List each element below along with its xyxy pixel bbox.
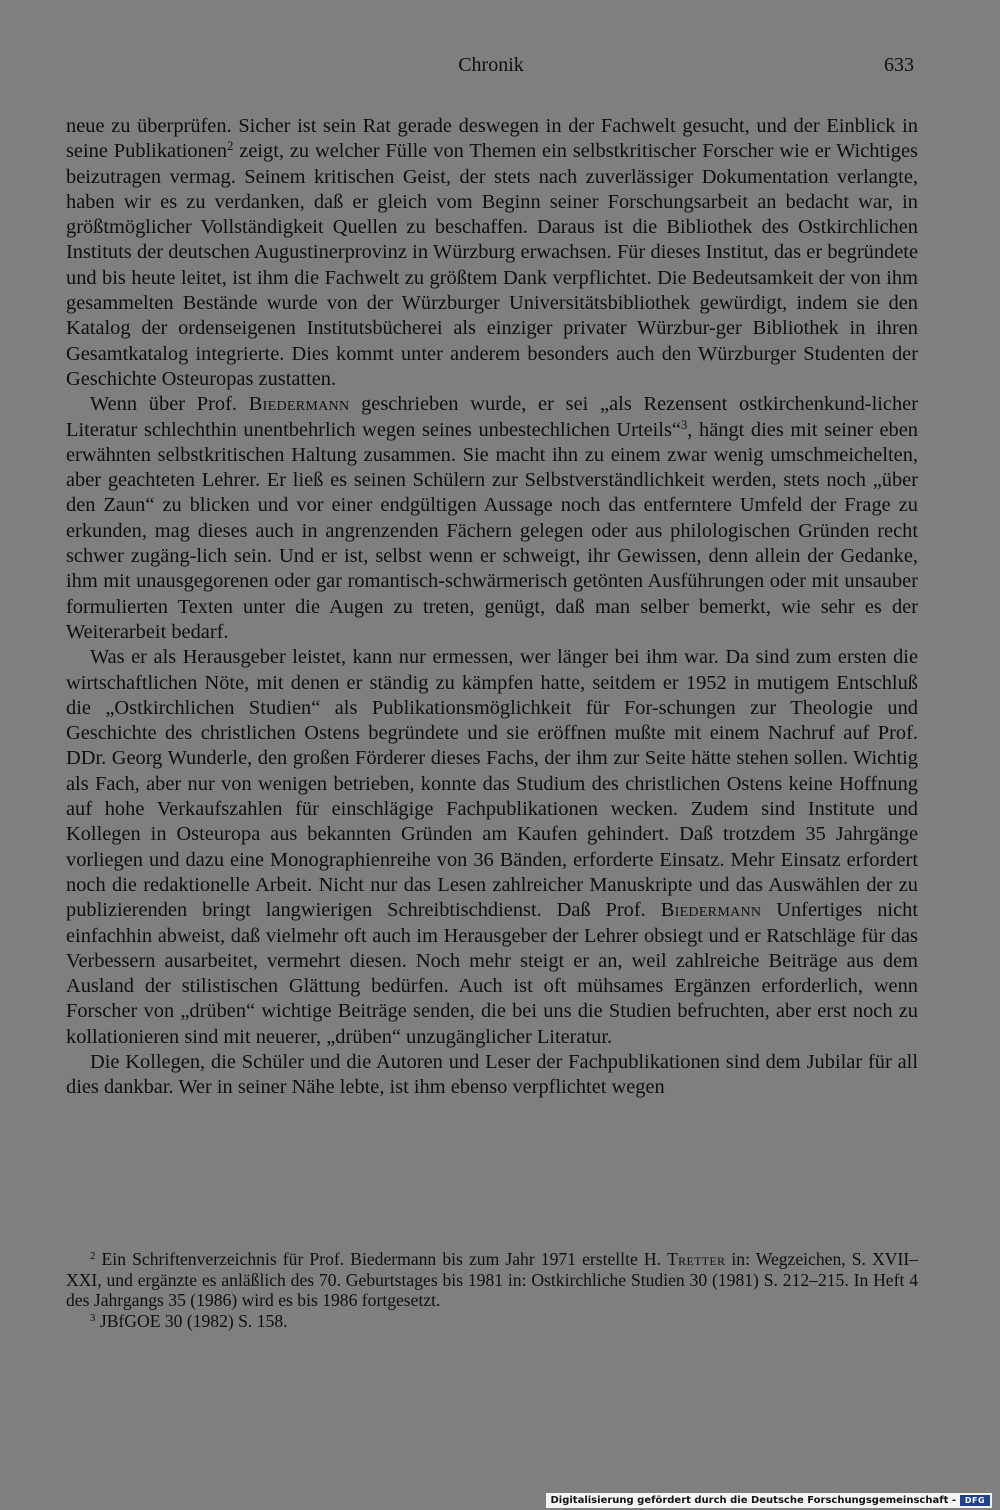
footnote-text: in: Wegzeichen, S. XVII–XXI, und ergänzte es anläßlich des 70. Geburtstages bis 1981 in: Ostkirchliche Studien 30 (1981) S. 212–215. In Heft 4 des Jahrgangs 35 (1986) wird es bis 1986 fortgesetzt. <box>66 1249 918 1310</box>
dfg-footer-banner <box>546 1493 992 1508</box>
running-title: Chronik <box>458 54 524 76</box>
text-run: geschrieben wurde, er sei „als Rezensent ostkirchenkund-licher Literatur schlechthin unentbehrlich wegen seines unbestechlichen Urteils“ <box>66 393 918 441</box>
footnote <box>66 1311 918 1332</box>
paragraph <box>66 1050 918 1101</box>
text-run: Was er als Herausgeber leistet, kann nur ermessen, wer länger bei ihm war. Da sind zum ersten die wirtschaftlichen Nöte, mit denen er ständig zu kämpfen hatte, seitdem er 1952 in mutigem Entschluß die „Ostkirchlichen Studien“ als Publikationsmöglichkeit für For-schungen zur Theologie und Geschichte des christlichen Ostens begründete und sie eröffnen mußte mit einem Nachruf auf Prof. DDr. Georg Wunderle, den großen Förderer dieses Fachs, der ihm zur Seite hätte stehen sollen. Wichtig als Fach, aber nur von wenigen betrieben, konnte das Studium des christlichen Ostens keine Hoffnung auf hohe Verkaufszahlen für einschlägige Fachpublikationen wecken. Zudem sind Institute und Kollegen in Osteuropa aus bekannten Gründen am Kaufen gehindert. Daß trotzdem 35 Jahrgänge vorliegen und dazu eine Monographienreihe von 36 Bänden, erforderte Einsatz. Mehr Einsatz erfordert noch die redaktionelle Arbeit. Nicht nur das Lesen zahlreicher Manuskripte und das Auswählen der zu publizierenden bringt langwierigen Schreibtischdienst. Daß Prof. <box>66 646 918 922</box>
text-run: Die Kollegen, die Schüler und die Autoren und Leser der Fachpublikationen sind dem Jubilar für all dies dankbar. Wer in seiner Nähe lebte, ist ihm ebenso verpflichtet wegen <box>66 1050 918 1099</box>
footnotes <box>66 1249 918 1331</box>
footnote-ref: 2 <box>227 139 234 154</box>
paragraph <box>66 114 918 392</box>
running-head <box>66 50 916 80</box>
text-run: Wenn über Prof. <box>90 393 249 416</box>
text-run: neue zu überprüfen. Sicher ist sein Rat gerade deswegen in der Fachwelt gesucht, und der Einblick in seine Publikationen <box>66 115 918 163</box>
text-run: , hängt dies mit seiner eben erwähnten selbstkritischen Haltung zusammen. Sie macht ihn zu einem zwar wenig umschmeichelten, aber geachteten Lehrer. Er ließ es seinen Schülern zur Selbstverständlichkeit werden, stets noch „über den Zaun“ zu blicken und vor einer endgültigen Aussage noch das entferntere Umfeld der Frage zu erkunden, mag dieses auch in angrenzenden Fächern gelegen oder aus philologischen Gründen recht schwer zugäng-lich sein. Und er ist, selbst wenn er schweigt, ihr Gewissen, denn allein der Gedanke, ihm mit unausgegorenen oder gar romantisch-schwärmerisch getönten Ausführungen oder mit unsauber formulierten Texten unter die Augen zu treten, genügt, daß man selber bemerkt, wie sehr es der Weiterarbeit bedarf. <box>66 418 918 643</box>
footnote-text: Ein Schriftenverzeichnis für Prof. Biedermann bis zum Jahr 1971 erstellte H. <box>95 1249 668 1269</box>
paragraph <box>66 645 918 1050</box>
author-name: Tretter <box>667 1249 726 1269</box>
footnote-ref: 3 <box>680 417 688 432</box>
footnote <box>66 1249 918 1311</box>
footer-text: Digitalisierung gefördert durch die Deutsche Forschungsgemeinschaft - <box>550 1495 956 1506</box>
footnote-marker: 3 <box>90 1311 96 1324</box>
footnote-text: JBfGOE 30 (1982) S. 158. <box>95 1310 288 1331</box>
page-number: 633 <box>884 54 914 76</box>
paragraph <box>66 392 918 645</box>
body-text <box>66 114 918 1101</box>
text-run: Unfertiges nicht einfachhin abweist, daß vielmehr oft auch im Herausgeber der Lehrer obsiegt und er Ratschläge für das Verbessern ausarbeitet, vermehrt diesen. Noch mehr steigt er an, weil zahlreiche Beiträge aus dem Ausland der stilistischen Glättung bedürfen. Auch ist oft mühsames Ergänzen erforderlich, wenn Forscher von „drüben“ wichtige Beiträge senden, die bei uns die Studien befruchten, aber erst noch zu kollationieren sind mit neuerer, „drüben“ unzugänglicher Literatur. <box>66 899 918 1048</box>
author-name: Biedermann <box>660 899 762 922</box>
author-name: Biedermann <box>248 393 350 416</box>
text-run: zeigt, zu welcher Fülle von Themen ein selbstkritischer Forscher wie er Wichtiges beizutragen vermag. Seinem kritischen Geist, der stets nach zuverlässiger Dokumentation verlangte, haben wir es zu verdanken, daß er gleich vom Beginn seiner Forschungsarbeit an bedacht war, in größtmöglicher Vollständigkeit Quellen zu beschaffen. Daraus ist die Bibliothek des Ostkirchlichen Instituts der deutschen Augustinerprovinz in Würzburg erwachsen. Für dieses Institut, das er begründete und bis heute leitet, ist ihm die Fachwelt zu größtem Dank verpflichtet. Die Bedeutsamkeit der von ihm gesammelten Bestände wurde von der Würzburger Universitätsbibliothek gewürdigt, indem sie den Katalog der ordenseigenen Institutsbücherei als einziger privater Würzbur-ger Bibliothek in ihren Gesamtkatalog integrierte. Dies kommt unter anderem besonders auch den Würzburger Studenten der Geschichte Osteuropas zustatten. <box>66 140 918 390</box>
dfg-logo: DFG <box>960 1495 990 1506</box>
footnote-marker: 2 <box>90 1250 96 1262</box>
